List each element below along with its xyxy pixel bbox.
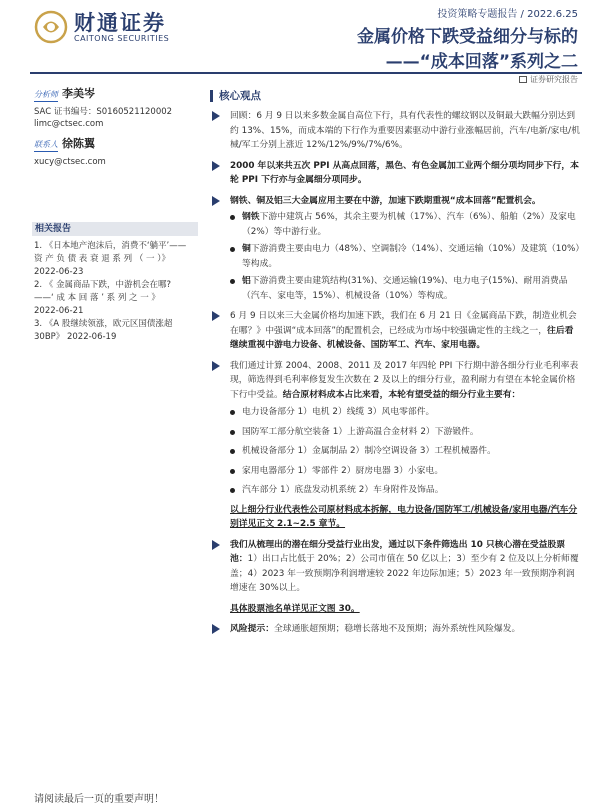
logo-chinese-name: 财通证券 [74, 10, 166, 35]
stock-pool-text: 具体股票池名单详见正文图 30。 [230, 603, 360, 614]
caitong-logo-icon [34, 10, 68, 44]
related-reports-list [34, 240, 198, 344]
bullet-dot-icon [230, 449, 235, 454]
steel-text: 下游中建筑占 56%，其余主要为机械（17%）、汽车（6%）、船舶（2%）及家电（2%）等中游行业。 [242, 212, 576, 237]
steel-label: 钢铁 [242, 212, 260, 222]
related-report-line: 2. 《 金属商品下跌，中游机会在哪? [34, 280, 172, 290]
risk-paragraph [210, 622, 582, 637]
ppi-text: 2000 年以来共五次 PPI 从高点回落，黑色、有色金属加工业两个细分项均同步下行，本轮 PPI 下行亦与金属细分项同步。 [230, 160, 579, 185]
margin-text: 我们通过计算 2004、2008、2011 及 2017 年四轮 PPI 下行期中游各细分行业毛利率表现，筛选得到毛利率修复发生次数在 2 及以上的细分行业，盈利耐力有望在本轮金属价格下行中受益。 [230, 360, 579, 400]
arrow-bullet-icon [212, 361, 220, 371]
related-report-2[interactable] [34, 279, 198, 318]
bullet-dot-icon [230, 430, 235, 435]
review-text: 回顾：6 月 9 日以来多数金属自高位下行，具有代表性的螺纹钢以及铜最大跌幅分别达到约 13%、15%，而成本端的下行作为重要因素驱动中游行业涨幅居前，汽车/电新/家电/机械/军工分别上涨近 12%/12%/9%/7%/6%。 [230, 111, 580, 150]
header-divider [30, 72, 582, 74]
beneficiary-item [210, 464, 582, 479]
cost-breakdown-text: 以上细分行业代表性公司原材料成本拆解，电力设备/国防军工/机械设备/家用电器/汽车分别详见正文 2.1~2.5 章节。 [230, 504, 578, 529]
aluminum-label: 铝 [242, 276, 251, 286]
core-views-heading [210, 88, 582, 103]
disclaimer-footer: 请阅读最后一页的重要声明！ [34, 794, 164, 805]
screening-highlight: 我们从梳理出的潜在细分受益行业出发，通过以下条件筛选出 10 只核心潜在受益股票池： [230, 539, 566, 564]
copper-label: 铜 [242, 244, 251, 254]
steel-item [210, 210, 582, 239]
analyst-cert: SAC 证书编号：S0160521120002 [34, 107, 173, 117]
report-title: 金属价格下跌受益细分与标的 [357, 27, 578, 47]
report-type-date: 投资策略专题报告 / 2022.6.25 [437, 9, 578, 20]
aluminum-item [210, 274, 582, 303]
metals-text: 钢铁、铜及铝三大金属应用主要在中游，加速下跌期重视“成本回落”配置机会。 [230, 195, 541, 206]
ppi-paragraph [210, 159, 582, 188]
research-tag-label: 证券研究报告 [530, 75, 578, 84]
research-tag [519, 74, 578, 85]
beneficiary-item [210, 483, 582, 498]
metals-paragraph [210, 194, 582, 209]
related-report-line: 1. 《日本地产泡沫后，消费不‘躺平’—— [34, 241, 187, 251]
related-report-line: 资 产 负 债 表 衰 退 系 列 （ 一 ）》 [34, 254, 170, 264]
analyst-email[interactable]: limc@ctsec.com [34, 119, 104, 129]
beneficiary-item [210, 405, 582, 420]
related-report-3[interactable] [34, 318, 198, 344]
screening-paragraph [210, 538, 582, 596]
related-reports-heading: 相关报告 [32, 222, 198, 236]
beneficiary-text: 机械设备部分 1）金属制品 2）制冷空调设备 3）工程机械器件。 [242, 446, 496, 456]
aluminum-text: 下游消费主要由建筑结构(31%)、交通运输(19%)、电力电子(15%)、耐用消费品（汽车、家电等，15%）、机械设备（10%）等构成。 [242, 276, 568, 301]
beneficiary-item [210, 444, 582, 459]
analyst-2 [34, 138, 194, 152]
related-report-date: 2022-06-23 [34, 267, 84, 277]
arrow-bullet-icon [212, 540, 220, 550]
margin-paragraph [210, 359, 582, 403]
bullet-dot-icon [230, 247, 235, 252]
copper-item [210, 242, 582, 271]
core-views [210, 88, 582, 643]
bullet-dot-icon [230, 410, 235, 415]
analyst-role: 分析师 [34, 89, 58, 102]
contact-name: 徐陈翼 [62, 137, 95, 150]
related-report-date: 2022-06-21 [34, 306, 84, 316]
contact-email[interactable]: xucy@ctsec.com [34, 157, 106, 167]
margin-highlight: 结合原材料成本占比来看，本轮有望受益的细分行业主要有： [282, 389, 521, 400]
beneficiary-text: 国防军工部分航空装备 1）上游高温合金材料 2）下游锻件。 [242, 426, 479, 437]
outlook-paragraph [210, 309, 582, 353]
bullet-dot-icon [230, 469, 235, 474]
analyst-name: 李美岑 [62, 87, 95, 100]
report-subtitle: ——“成本回落”系列之二 [385, 52, 578, 72]
bullet-dot-icon [230, 488, 235, 493]
core-views-title: 核心观点 [219, 90, 261, 102]
related-report-line: ——‘ 成 本 回 落 ’ 系 列 之 一 》 [34, 293, 160, 303]
beneficiary-text: 汽车部分 1）底盘发动机系统 2）车身附件及饰品。 [242, 485, 444, 495]
related-report-line: 30BP》 2022-06-19 [34, 332, 117, 342]
logo-english-name: CAITONG SECURITIES [74, 33, 170, 43]
document-icon [519, 76, 527, 83]
arrow-bullet-icon [212, 161, 220, 171]
copper-text: 下游消费主要由电力（48%）、空调制冷（14%）、交通运输（10%）及建筑（10%）等构成。 [242, 244, 580, 269]
arrow-bullet-icon [212, 624, 220, 634]
heading-marker-icon [210, 90, 213, 102]
screening-criteria: 1）出口占比低于 20%；2）公司市值在 50 亿以上；3）至少有 2 位及以上分析师覆盖；4）2023 年一致预期净利润增速较 2022 年边际加速；5）2023 年一致预期净利润增速在 30%以上。 [230, 554, 579, 593]
review-paragraph [210, 109, 582, 153]
analyst-panel [34, 88, 194, 168]
beneficiary-text: 家用电器部分 1）零部件 2）厨房电器 3）小家电。 [242, 465, 444, 476]
cost-breakdown-paragraph [210, 503, 582, 532]
risk-label: 风险提示： [230, 624, 274, 634]
beneficiary-text: 电力设备部分 1）电机 2）线缆 3）风电零部件。 [242, 407, 435, 417]
related-report-1[interactable] [34, 240, 198, 279]
related-report-line: 3. 《A 股继续领涨，欧元区国债涨超 [34, 319, 173, 329]
company-logo [34, 8, 184, 46]
stock-pool-paragraph [210, 602, 582, 617]
arrow-bullet-icon [212, 196, 220, 206]
outlook-highlight: 往后看继续重视中游电力设备、机械设备、国防军工、汽车、家用电器。 [230, 325, 574, 350]
beneficiary-item [210, 425, 582, 440]
risk-text: 全球通胀超预期；稳增长落地不及预期；海外系统性风险爆发。 [274, 624, 521, 634]
arrow-bullet-icon [212, 311, 220, 321]
contact-role: 联系人 [34, 139, 58, 152]
bullet-dot-icon [230, 279, 235, 284]
analyst-1 [34, 88, 194, 102]
bullet-dot-icon [230, 215, 235, 220]
arrow-bullet-icon [212, 111, 220, 121]
outlook-text: 6 月 9 日以来三大金属价格均加速下跌，我们在 6 月 21 日《金属商品下跌，制造业机会在哪？》中强调“成本回落”的配置机会，已经成为市场中较强确定性的主线之一， [230, 311, 577, 336]
